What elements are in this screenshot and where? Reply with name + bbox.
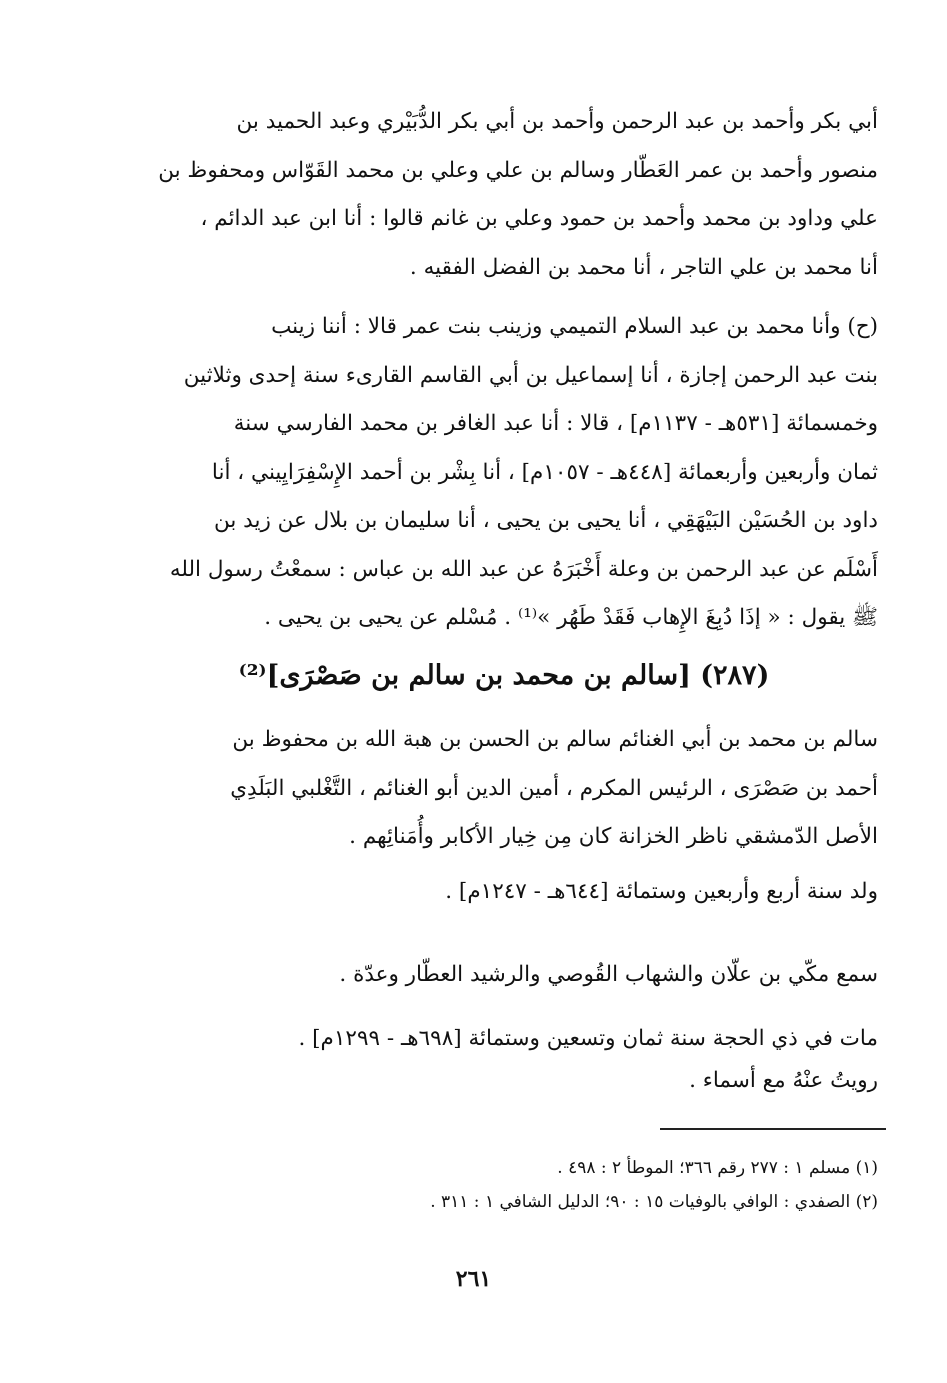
footnote-2: (٢) الصفدي : الوافي بالوفيات ١٥ : ٩٠؛ الدليل الشافي ١ : ٣١١ . [430,1192,878,1212]
text-line: ثمان وأربعين وأربعمائة [٤٤٨هـ - ١٠٥٧م] ، أنا بِشْر بن أحمد الإِسْفِرَايِيني ، أنا [211,459,878,485]
footnote-divider [660,1128,886,1130]
text-line: سالم بن محمد بن أبي الغنائم سالم بن الحسن بن هبة الله بن محفوظ بن [232,727,878,752]
text-line: وخمسمائة [٥٣١هـ - ١١٣٧م] ، قالا : أنا عبد الغافر بن محمد الفارسي سنة [233,411,878,436]
text-line: بنت عبد الرحمن إجازة ، أنا إسماعيل بن أبي القاسم القارىء سنة إحدى وثلاثين [183,362,878,388]
text-line: منصور وأحمد بن عمر العَطّار وسالم بن علي وعلي بن محمد القَوّاس ومحفوظ بن [158,157,878,183]
paragraph-chain-of-narrators [130,98,878,292]
death-line: مات في ذي الحجة سنة ثمان وتسعين وستمائة [٦٩٨هـ - ١٢٩٩م] . [298,1026,878,1051]
heard-line: سمع مكّي بن علّان والشهاب القُوصي والرشيد العطّار وعدّة . [339,962,878,987]
text-line: أَسْلَم عن عبد الرحمن بن وعلة أَخْبَرَهُ عن عبد الله بن عباس : سمعْتُ رسول الله [169,556,878,582]
text-line: أنا محمد بن علي التاجر ، أنا محمد بن الفضل الفقيه . [409,254,878,280]
text-line: أحمد بن صَصْرَى ، الرئيس المكرم ، أمين الدين أبو الغنائم ، التَّغْلبي البَلَدِي [230,775,878,801]
narrated-line: رويتُ عنْهُ مع أسماء . [689,1068,878,1093]
text-line: علي وداود بن محمد وأحمد بن حمود وعلي بن غانم قالوا : أنا ابن عبد الدائم ، [200,206,878,231]
text-line: أبي بكر وأحمد بن عبد الرحمن وأحمد بن أبي بكر الدُّبَيْري وعبد الحميد بن [236,109,878,134]
entry-heading: (٢٨٧) [سالم بن محمد بن سالم بن صَصْرَى]⁽²⁾ [238,660,770,691]
birth-line: ولد سنة أربع وأربعين وستمائة [٦٤٤هـ - ١٢٤٧م] . [445,879,878,904]
paragraph-hadith [130,303,878,643]
footnote-1: (١) مسلم ١ : ٢٧٧ رقم ٣٦٦؛ الموطأ ٢ : ٤٩٨ . [557,1158,878,1178]
text-line: الأصل الدّمشقي ناظر الخزانة كان مِن خِيار الأكابر وأُمَنائِهم . [349,824,878,849]
paragraph-biography [130,716,878,862]
text-line: (ح) وأنا محمد بن عبد السلام التميمي وزينب بنت عمر قالا : أننا زينب [271,314,878,339]
page-number: ٢٦١ [455,1266,492,1292]
text-line: ﷺ يقول : « إذَا دُبِغَ الإِهاب فَقَدْ طَهُر »⁽¹⁾ . مُسْلم عن يحيى بن يحيى . [264,605,878,630]
text-line: داود بن الحُسَيْن البَيْهَقِي ، أنا يحيى بن يحيى ، أنا سليمان بن بلال عن زيد بن [213,508,878,533]
